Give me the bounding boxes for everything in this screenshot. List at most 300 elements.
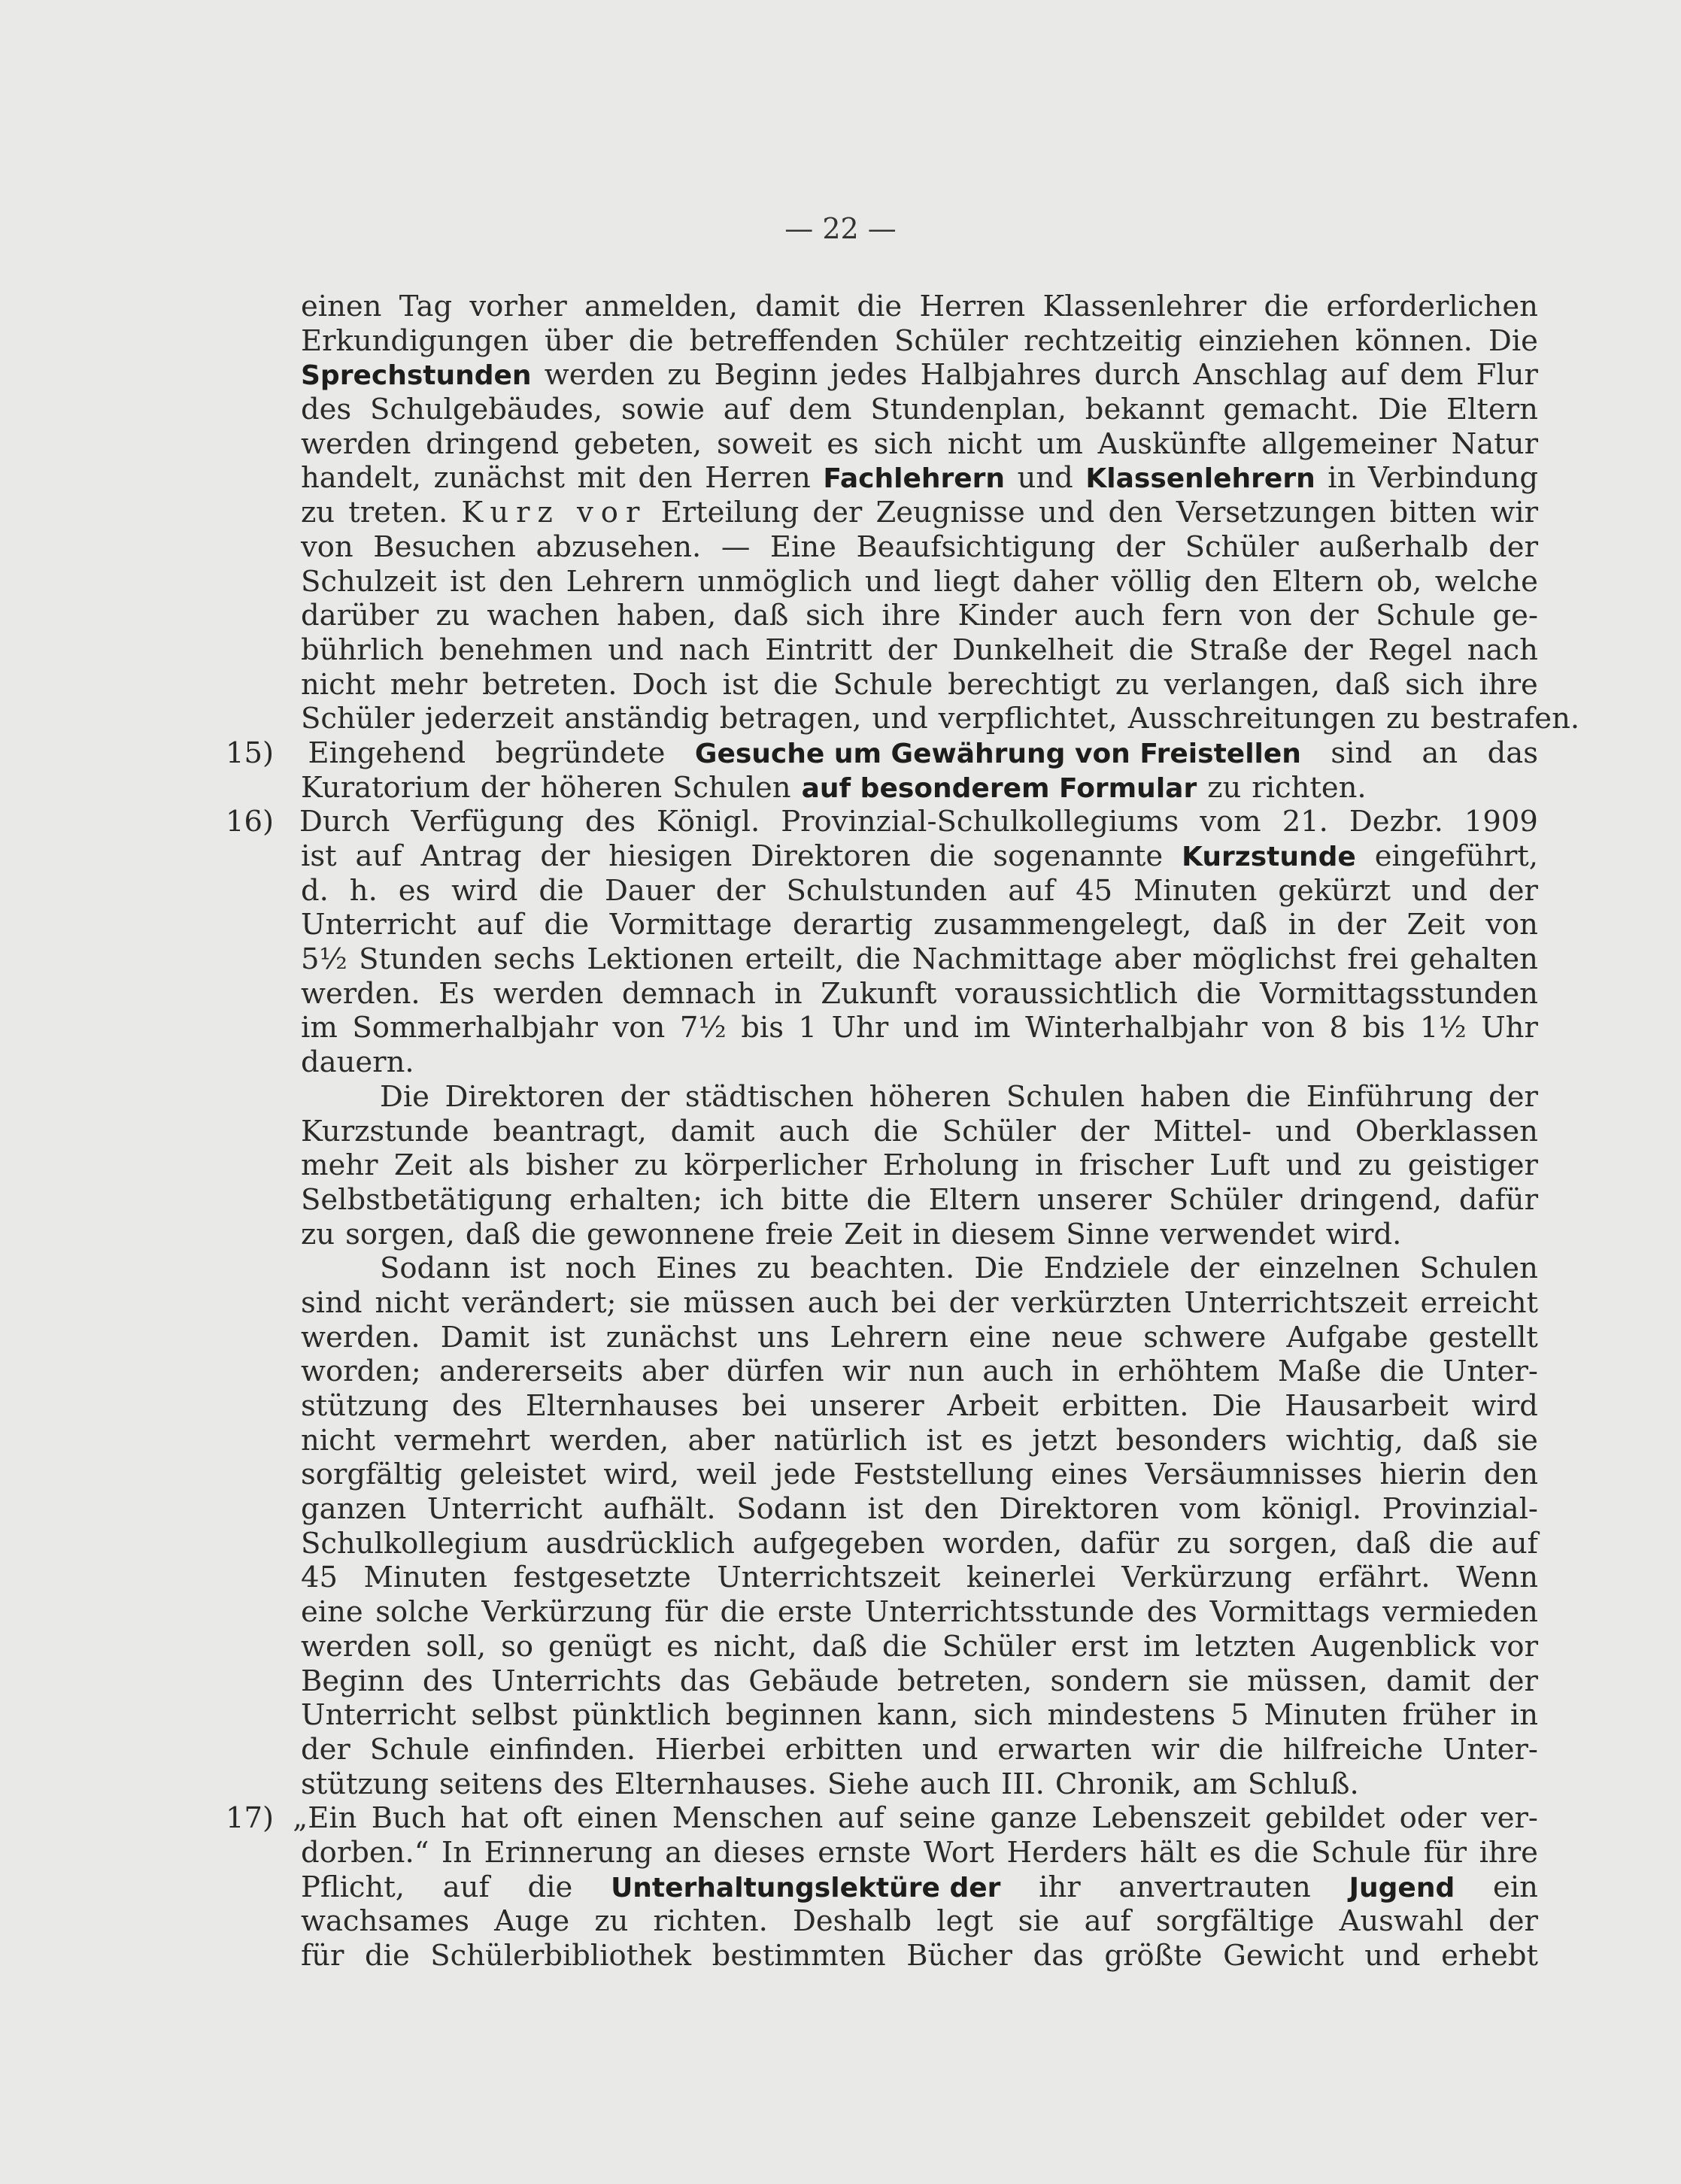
word: gewonnene xyxy=(586,1217,755,1251)
word: Zeit xyxy=(844,1217,903,1251)
word: Zeit xyxy=(393,1148,453,1183)
text-line xyxy=(226,1904,1538,1939)
word: 8 xyxy=(1329,1011,1348,1045)
word: Pflicht, xyxy=(301,1870,405,1904)
word: der xyxy=(1115,529,1166,564)
word: ernste xyxy=(818,1835,912,1870)
word: auf xyxy=(1084,1904,1131,1939)
word: vom xyxy=(1179,1492,1241,1527)
word: und xyxy=(872,702,928,736)
word: ist xyxy=(722,667,759,702)
word: jetzt xyxy=(1032,1423,1097,1458)
word: gekürzt xyxy=(1278,873,1391,908)
text-line xyxy=(226,1424,1538,1458)
word: Versetzungen xyxy=(1176,496,1376,530)
word: sechs xyxy=(493,942,575,977)
word: Schulkollegium xyxy=(301,1526,529,1561)
word: begründete xyxy=(495,736,666,770)
word: rechtzeitig xyxy=(1024,323,1182,358)
word: hiesigen xyxy=(608,839,733,873)
text-line xyxy=(226,358,1538,393)
word: ist xyxy=(301,839,337,873)
text-line xyxy=(226,839,1538,874)
word: gemacht. xyxy=(1223,393,1360,427)
word: ich xyxy=(719,1182,764,1217)
word: Schülerbibliothek xyxy=(430,1939,692,1973)
word: ge- xyxy=(1492,599,1538,633)
text-line xyxy=(226,805,1538,839)
word: zu xyxy=(1115,667,1149,702)
word: nach xyxy=(678,632,750,667)
word: die xyxy=(773,667,818,702)
word: Hierbei xyxy=(654,1732,766,1767)
word: bekannt xyxy=(1085,393,1205,427)
word: Schulen xyxy=(1006,1079,1125,1114)
word: schwere xyxy=(1143,1320,1267,1354)
word: gebeten, xyxy=(574,426,702,461)
text-line xyxy=(226,908,1538,942)
word: Verkürzung xyxy=(481,1595,652,1630)
word: — xyxy=(721,529,751,564)
word: erwarten xyxy=(997,1732,1132,1767)
word: die xyxy=(857,290,903,323)
word: in xyxy=(1035,1148,1064,1183)
word: bisher xyxy=(525,1148,618,1183)
text-line xyxy=(226,290,1538,324)
word: wird xyxy=(451,873,518,908)
text-line xyxy=(226,1733,1538,1767)
text-line xyxy=(226,1630,1538,1664)
word: Doch xyxy=(632,667,708,702)
text-line xyxy=(226,874,1538,908)
word: kann, xyxy=(877,1698,959,1733)
word: erhalten; xyxy=(569,1182,703,1217)
text-line xyxy=(226,565,1538,599)
word: nicht xyxy=(947,426,1022,461)
word: und xyxy=(903,1011,960,1045)
word: des xyxy=(1146,1595,1197,1630)
word: für xyxy=(1423,1835,1467,1870)
word: verkürzten xyxy=(1011,1285,1172,1320)
text-line xyxy=(226,1664,1538,1699)
word: daß xyxy=(812,1629,868,1664)
word: der xyxy=(715,873,766,908)
word: sogenannte xyxy=(993,839,1164,873)
word: und xyxy=(922,1732,979,1767)
word: „Ein xyxy=(293,1801,357,1836)
word: der xyxy=(1488,873,1538,908)
word: wachsames xyxy=(301,1904,470,1939)
word: unmöglich xyxy=(697,564,852,599)
word: stützung xyxy=(301,1389,429,1423)
word: zu xyxy=(1358,1148,1392,1183)
word: Eine xyxy=(769,529,836,564)
text-line xyxy=(226,702,1580,736)
word: auf besonderem Formular xyxy=(801,772,1197,804)
word: der xyxy=(1488,1079,1538,1114)
word: zunächst xyxy=(433,461,565,496)
word: Jugend xyxy=(1349,1872,1455,1903)
word: Vormittags xyxy=(1209,1595,1370,1630)
body-text xyxy=(226,290,1580,1973)
word: die xyxy=(365,1939,410,1973)
word: vermieden xyxy=(1382,1595,1538,1630)
word: und xyxy=(1364,1939,1421,1973)
text-line xyxy=(226,1870,1538,1905)
text-line xyxy=(226,736,1538,771)
word: Lehrern xyxy=(830,1320,949,1354)
word: stützung xyxy=(301,1767,429,1801)
word: die xyxy=(1264,290,1309,323)
word: sorgfältig xyxy=(301,1458,442,1492)
word: gehalten xyxy=(1409,942,1538,977)
word: sie xyxy=(629,1285,671,1320)
word: auf xyxy=(1008,873,1055,908)
word: mindestens xyxy=(1047,1698,1216,1733)
word: Buch xyxy=(371,1801,447,1836)
text-line xyxy=(226,977,1538,1012)
word: seitens xyxy=(439,1767,543,1801)
word: sind xyxy=(301,1285,363,1320)
word: und xyxy=(608,632,664,667)
text-line xyxy=(226,633,1538,668)
word: Schulen xyxy=(1419,1251,1538,1286)
word: betreten, xyxy=(897,1664,1033,1698)
word: worden; xyxy=(301,1354,421,1389)
word: verpflichtet, xyxy=(938,702,1118,736)
word: Die xyxy=(1488,323,1538,358)
text-line xyxy=(226,1321,1538,1355)
word: beantragt, xyxy=(493,1114,647,1148)
word: Straße xyxy=(1188,632,1288,667)
word: Augenblick xyxy=(1310,1629,1476,1664)
text-line xyxy=(226,1389,1538,1424)
word: letzten xyxy=(1194,1629,1296,1664)
word: werden xyxy=(544,358,655,393)
word: höheren xyxy=(540,770,663,805)
word: die xyxy=(929,839,975,873)
word: Direktoren xyxy=(751,839,911,873)
word: in xyxy=(912,1217,941,1251)
word: von xyxy=(1485,908,1538,942)
word: betreten. xyxy=(482,667,617,702)
word: oder xyxy=(1399,1801,1467,1836)
word: für xyxy=(301,1939,344,1973)
word: geistiger xyxy=(1407,1148,1538,1183)
word: Bücher xyxy=(906,1939,1012,1973)
text-line xyxy=(226,1527,1538,1561)
word: früher xyxy=(1402,1698,1496,1733)
word: unserer xyxy=(809,1389,924,1423)
word: den xyxy=(1108,496,1163,530)
word: sondern xyxy=(1050,1664,1170,1698)
word: auf xyxy=(837,1801,884,1836)
word: Chronik, xyxy=(1054,1767,1182,1801)
word: Schüler xyxy=(1168,1182,1282,1217)
word: Regel xyxy=(1367,632,1452,667)
word: Minuten xyxy=(1133,873,1258,908)
word: Beginn xyxy=(301,1664,405,1698)
text-line xyxy=(226,1492,1538,1527)
word: Wenn xyxy=(1456,1561,1538,1595)
item-number: 15) xyxy=(226,736,275,770)
word: beachten. xyxy=(810,1251,955,1286)
word: die xyxy=(1218,1732,1264,1767)
text-line xyxy=(226,1286,1538,1321)
word: jederzeit xyxy=(425,702,554,736)
word: Zukunft xyxy=(821,976,937,1011)
word: wird xyxy=(1471,1389,1538,1423)
word: der xyxy=(1488,1904,1538,1939)
word: Kurzstunde xyxy=(1182,842,1356,872)
word: auf xyxy=(1340,358,1388,393)
word: Schule xyxy=(1311,1835,1411,1870)
word: sich xyxy=(873,426,933,461)
word: einfinden. xyxy=(489,1732,636,1767)
word: der xyxy=(1337,908,1387,942)
word: Unterrichtszeit xyxy=(717,1561,941,1595)
word: seine xyxy=(898,1801,976,1836)
word: selbst xyxy=(471,1698,558,1733)
item-number: 17) xyxy=(226,1801,275,1836)
word: erreicht xyxy=(1420,1285,1538,1320)
word: bührlich xyxy=(301,632,424,667)
word: Kuratorium xyxy=(301,770,470,805)
word: hat xyxy=(460,1801,508,1836)
word: jedes xyxy=(830,358,908,393)
word: auch xyxy=(919,1767,991,1801)
word: hilfreiche xyxy=(1282,1732,1424,1767)
word: der xyxy=(1309,599,1359,633)
word: Zeit xyxy=(1406,908,1465,942)
word: Unterrichts xyxy=(491,1664,662,1698)
word: neue xyxy=(1051,1320,1124,1354)
word: außerhalb xyxy=(1318,529,1469,564)
word: Eintritt xyxy=(765,632,872,667)
word: mit xyxy=(577,461,626,496)
word: genügt xyxy=(548,1629,652,1664)
word: in xyxy=(774,976,803,1011)
word: verlangen, xyxy=(1164,667,1321,702)
word: im xyxy=(1143,1629,1180,1664)
text-line xyxy=(226,1698,1538,1733)
word: Uhr xyxy=(1481,1011,1538,1045)
text-line xyxy=(226,942,1538,977)
text-line xyxy=(226,1595,1538,1630)
word: daß xyxy=(1335,667,1391,702)
word: Schule xyxy=(833,667,933,702)
word: des xyxy=(584,805,636,839)
word: die xyxy=(882,1629,927,1664)
word: die xyxy=(1253,1835,1299,1870)
word: von xyxy=(1239,599,1292,633)
word: frischer xyxy=(1079,1148,1194,1183)
text-line xyxy=(226,599,1538,633)
word: In xyxy=(441,1835,472,1870)
word: zu xyxy=(301,496,335,530)
word: Besuchen xyxy=(373,529,516,564)
word: der xyxy=(1189,1251,1240,1286)
word: die xyxy=(1128,632,1174,667)
word: Lektionen xyxy=(587,942,734,977)
word: Es xyxy=(438,976,475,1011)
word: nicht xyxy=(301,1423,375,1458)
word: Stundenplan, xyxy=(870,393,1067,427)
word: weil xyxy=(696,1458,757,1492)
word: Schüler xyxy=(894,323,1009,358)
word: aber xyxy=(642,1354,709,1389)
word: einzelnen xyxy=(1258,1251,1400,1286)
text-line xyxy=(226,1836,1538,1870)
word: auch xyxy=(807,1285,878,1320)
word: einen xyxy=(301,290,382,323)
word: im xyxy=(301,1011,338,1045)
word: dorben.“ xyxy=(301,1835,429,1870)
word: derartig xyxy=(793,908,913,942)
word: Luft xyxy=(1209,1148,1270,1183)
word: Klassenlehrer xyxy=(1042,290,1247,323)
word: zu xyxy=(1385,702,1421,736)
word: bei xyxy=(891,1285,936,1320)
word: 1 xyxy=(798,1011,818,1045)
word: die xyxy=(720,1595,766,1630)
word: Klassenlehrern xyxy=(1085,463,1315,495)
word: Dauer xyxy=(605,873,695,908)
word: eines xyxy=(1051,1458,1128,1492)
word: Stunden xyxy=(359,942,482,977)
word: es xyxy=(398,873,431,908)
word: den xyxy=(1483,1458,1538,1492)
word: 5 xyxy=(1230,1698,1249,1733)
word: eine xyxy=(969,1320,1031,1354)
word: vermehrt xyxy=(394,1423,531,1458)
word: diesem xyxy=(951,1217,1056,1251)
word: legt xyxy=(936,1904,994,1939)
word: nicht xyxy=(375,1285,450,1320)
word: Eltern xyxy=(928,1182,1021,1217)
word: Provinzial-Schulkollegiums xyxy=(781,805,1179,839)
word: d. xyxy=(301,873,329,908)
word: Schulgebäudes, xyxy=(370,393,603,427)
word: sich xyxy=(973,1698,1033,1733)
word: damit xyxy=(755,290,840,323)
word: Beginn xyxy=(714,358,818,393)
word: bitte xyxy=(781,1182,850,1217)
word: verändert; xyxy=(462,1285,617,1320)
word: Mittel- xyxy=(1153,1114,1252,1148)
word: von xyxy=(301,529,353,564)
word: jede xyxy=(774,1458,836,1492)
word: einen xyxy=(577,1801,658,1836)
word: werden. xyxy=(301,976,420,1011)
word: es xyxy=(1209,1835,1242,1870)
word: Gewicht xyxy=(1223,1939,1344,1973)
text-line xyxy=(226,1045,1538,1080)
word: werden xyxy=(301,426,411,461)
word: und xyxy=(864,564,921,599)
word: den xyxy=(638,461,693,496)
word: betragen, xyxy=(719,702,862,736)
word: Nachmittage xyxy=(912,942,1103,977)
word: nicht, xyxy=(713,1629,797,1664)
word: Direktoren xyxy=(999,1492,1159,1527)
word: am xyxy=(1192,1767,1237,1801)
word: wird, xyxy=(603,1458,679,1492)
word: sie xyxy=(1497,1423,1538,1458)
word: wichtig, xyxy=(1285,1423,1404,1458)
word: Herren xyxy=(919,290,1026,323)
word: im xyxy=(973,1011,1011,1045)
word: bei xyxy=(742,1389,787,1423)
word: das xyxy=(679,1664,731,1698)
word: Winterhalbjahr xyxy=(1025,1011,1248,1045)
word: vorher xyxy=(469,290,567,323)
word: Herren xyxy=(705,461,811,496)
word: wir xyxy=(842,1354,891,1389)
word: und xyxy=(1039,496,1095,530)
word: anständig xyxy=(564,702,709,736)
word: ist xyxy=(926,1423,963,1458)
word: in xyxy=(1288,908,1316,942)
word: ganzen xyxy=(301,1492,407,1527)
word: bestimmten xyxy=(712,1939,886,1973)
word: um xyxy=(1036,426,1083,461)
word: es xyxy=(981,1423,1013,1458)
word: Deshalb xyxy=(793,1904,912,1939)
word: Tag xyxy=(399,290,453,323)
word: dem xyxy=(1400,358,1464,393)
word: III. xyxy=(1001,1767,1045,1801)
word: das xyxy=(1487,736,1538,770)
word: Vormittagsstunden xyxy=(1259,976,1538,1011)
word: demnach xyxy=(621,976,756,1011)
word: zu xyxy=(756,1251,791,1286)
word: natürlich xyxy=(773,1423,908,1458)
word: können. xyxy=(1355,323,1473,358)
word: Fachlehrern xyxy=(823,463,1006,495)
word: haben xyxy=(1139,1079,1230,1114)
word: der xyxy=(887,632,937,667)
word: haben, xyxy=(616,599,717,633)
word: Gebäude xyxy=(748,1664,879,1698)
text-line xyxy=(226,1011,1538,1045)
word: möglichst xyxy=(1192,942,1336,977)
word: Erholung xyxy=(882,1148,1019,1183)
word: daß xyxy=(1422,1423,1478,1458)
text-line xyxy=(226,1080,1538,1115)
word: der xyxy=(301,1732,350,1767)
word: Damit xyxy=(440,1320,529,1354)
word: richten. xyxy=(1252,770,1367,805)
word: auf xyxy=(476,908,523,942)
word: Unter- xyxy=(1442,1732,1538,1767)
word: müssen xyxy=(683,1285,795,1320)
word: Die xyxy=(1212,1389,1262,1423)
word: für xyxy=(664,1595,708,1630)
word: daß xyxy=(1355,1526,1411,1561)
word: erst xyxy=(1070,1629,1129,1664)
text-line xyxy=(226,771,1538,805)
word: höheren xyxy=(869,1079,991,1114)
word: voraussichtlich xyxy=(955,976,1178,1011)
word: daß xyxy=(733,599,789,633)
word: Verkürzung xyxy=(1121,1561,1292,1595)
word: 45 xyxy=(301,1561,338,1595)
word: allgemeiner xyxy=(1261,426,1437,461)
word: vor xyxy=(1490,1629,1538,1664)
word: ihr xyxy=(1039,1870,1081,1904)
word: eine xyxy=(301,1595,363,1630)
